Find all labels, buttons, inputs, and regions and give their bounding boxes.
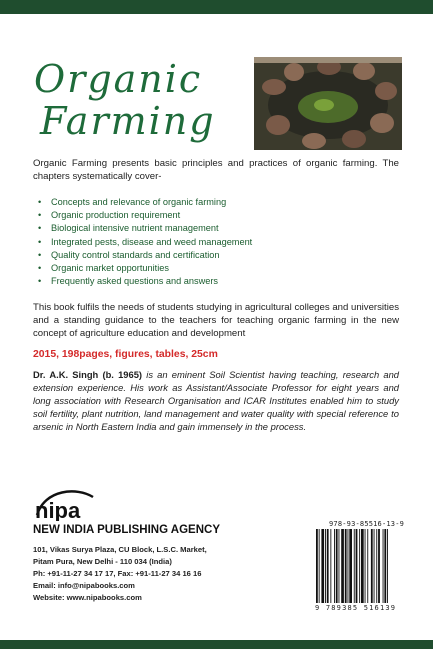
publisher-address [33, 544, 207, 604]
top-band [0, 0, 433, 14]
topics-list [33, 196, 393, 288]
bottom-band [0, 640, 433, 649]
list-item: • Frequently asked questions and answers [33, 275, 393, 288]
email-line: Email: info@nipabooks.com [33, 581, 135, 590]
list-item: • Biological intensive nutrient management [33, 222, 393, 235]
isbn-bottom: 9 789385 516139 [315, 604, 397, 612]
list-item: • Integrated pests, disease and weed management [33, 236, 393, 249]
phone-line: Ph: +91-11-27 34 17 17, Fax: +91-11-27 34 16 16 [33, 569, 202, 578]
list-item: • Concepts and relevance of organic farming [33, 196, 393, 209]
address-line: 101, Vikas Surya Plaza, CU Block, L.S.C. Market, [33, 545, 207, 554]
intro-paragraph: Organic Farming presents basic principles and practices of organic farming. The chapters systematically cover- [33, 158, 399, 182]
website-line: Website: www.nipabooks.com [33, 593, 142, 602]
list-item: • Quality control standards and certification [33, 249, 393, 262]
isbn-top: 978-93-85516-13-9 [329, 520, 405, 528]
author-name: Dr. A.K. Singh (b. 1965) [33, 369, 143, 380]
title-line-2: Farming [40, 99, 216, 143]
publication-info: 2015, 198pages, figures, tables, 25cm [33, 349, 218, 360]
cover-photo-hands-in-soil [254, 57, 402, 150]
author-bio [33, 368, 399, 433]
list-item: • Organic market opportunities [33, 262, 393, 275]
publisher-name: NEW INDIA PUBLISHING AGENCY [33, 524, 220, 536]
address-line: Pitam Pura, New Delhi - 110 034 (India) [33, 557, 172, 566]
nipa-logo [33, 487, 97, 521]
isbn-barcode [314, 529, 410, 608]
list-item: • Organic production requirement [33, 209, 393, 222]
author-bio-text: is an eminent Soil Scientist having teaching, research and extension experience. His work as Assistant/Associate Professor for eight years and long association with Research Organisation and ICAR Institutes enabled him to study soil fertility, plant nutrition, land management and water quality with special reference to arsenic in North Eastern India and gain immensely in the process. [33, 369, 399, 432]
title-line-1: Organic [34, 57, 203, 101]
book-title [34, 58, 216, 142]
audience-paragraph: This book fulfils the needs of students studying in agricultural colleges and universities and a standing guidance to the teachers for teaching organic farming in the new concept of agriculture education and development [33, 302, 399, 339]
svg-text:nipa: nipa [35, 498, 81, 521]
